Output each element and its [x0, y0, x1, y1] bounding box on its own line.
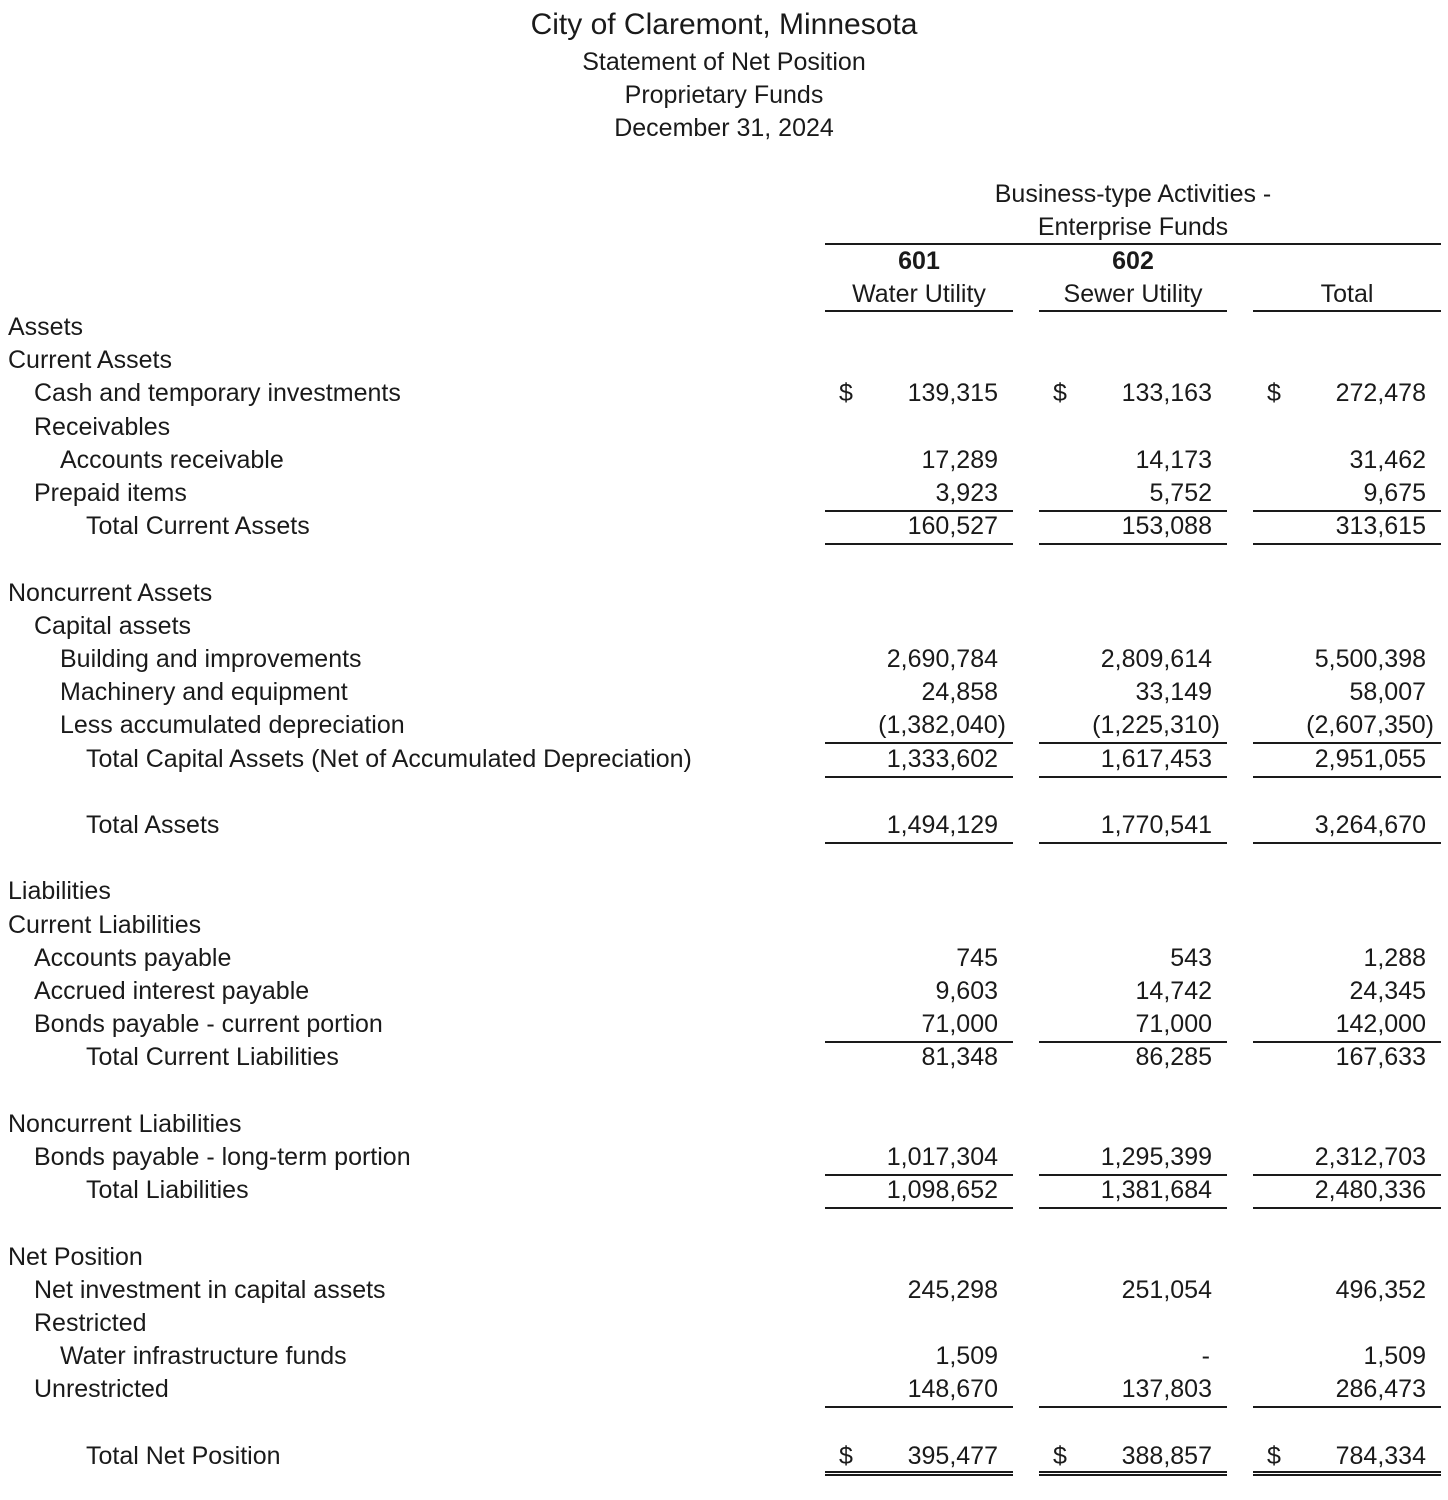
value-sewer-total-liabilities: 1,381,684 — [1100, 1176, 1212, 1205]
value-total-cash-and-temporary-investments: 272,478 — [1335, 379, 1426, 408]
row-label-machinery-and-equipment: Machinery and equipment — [60, 678, 348, 707]
row-label-bonds-payable-current-portion: Bonds payable - current portion — [34, 1010, 383, 1039]
value-water-accrued-interest-payable: 9,603 — [935, 977, 998, 1005]
value-water-cash-and-temporary-investments: 139,315 — [907, 379, 998, 408]
row-label-current-assets: Current Assets — [8, 346, 172, 375]
value-sewer-building-and-improvements: 2,809,614 — [1100, 645, 1212, 673]
row-label-accrued-interest-payable: Accrued interest payable — [34, 977, 310, 1005]
value-sewer-bonds-payable-long-term-portion: 1,295,399 — [1100, 1143, 1212, 1171]
value-sewer-total-net-position: 388,857 — [1121, 1441, 1212, 1470]
row-label-prepaid-items: Prepaid items — [34, 479, 187, 507]
row-label-restricted: Restricted — [34, 1309, 147, 1337]
row-label-noncurrent-assets: Noncurrent Assets — [8, 578, 213, 607]
value-sewer-accounts-payable: 543 — [1170, 943, 1212, 972]
row-label-capital-assets: Capital assets — [34, 611, 192, 640]
underline-total — [1253, 1406, 1441, 1408]
value-total-bonds-payable-current-portion: 142,000 — [1335, 1010, 1426, 1039]
underline-sewer — [1039, 842, 1227, 844]
value-sewer-less-accumulated-depreciation: (1,225,310) — [1092, 711, 1220, 740]
value-total-total-assets: 3,264,670 — [1314, 811, 1426, 839]
underline-sewer — [1039, 776, 1227, 778]
double-underline-water — [825, 1471, 1013, 1476]
underline-sewer — [1039, 543, 1227, 545]
value-water-accounts-receivable: 17,289 — [921, 445, 998, 474]
value-sewer-bonds-payable-current-portion: 71,000 — [1135, 1010, 1212, 1039]
underline-water — [825, 1406, 1013, 1408]
dollar-sign: $ — [1053, 379, 1067, 408]
value-sewer-total-current-assets: 153,088 — [1121, 512, 1212, 541]
fund-type-title: Proprietary Funds — [624, 81, 824, 109]
value-water-bonds-payable-current-portion: 71,000 — [921, 1010, 998, 1039]
statement-title: Statement of Net Position — [582, 48, 866, 76]
column-group-heading-line2: Enterprise Funds — [1037, 213, 1229, 241]
row-label-current-liabilities: Current Liabilities — [8, 910, 202, 939]
row-label-accounts-receivable: Accounts receivable — [60, 445, 284, 474]
dollar-sign: $ — [1267, 1441, 1281, 1470]
column-group-rule — [825, 243, 1441, 245]
underline-total — [1253, 543, 1441, 545]
value-water-building-and-improvements: 2,690,784 — [886, 645, 998, 673]
value-sewer-water-infrastructure-funds: - — [1201, 1342, 1210, 1371]
row-label-bonds-payable-long-term-portion: Bonds payable - long-term portion — [34, 1143, 411, 1171]
value-water-machinery-and-equipment: 24,858 — [921, 678, 998, 707]
dollar-sign: $ — [839, 1441, 853, 1470]
row-label-total-liabilities: Total Liabilities — [86, 1176, 249, 1205]
value-total-water-infrastructure-funds: 1,509 — [1363, 1342, 1426, 1371]
row-label-noncurrent-liabilities: Noncurrent Liabilities — [8, 1109, 242, 1138]
double-underline-total — [1253, 1471, 1441, 1476]
dollar-sign: $ — [1053, 1441, 1067, 1470]
row-label-liabilities: Liabilities — [8, 877, 111, 906]
value-total-bonds-payable-long-term-portion: 2,312,703 — [1314, 1143, 1426, 1171]
value-total-accrued-interest-payable: 24,345 — [1349, 977, 1426, 1005]
value-total-accounts-payable: 1,288 — [1363, 943, 1426, 972]
underline-total — [1253, 776, 1441, 778]
row-label-less-accumulated-depreciation: Less accumulated depreciation — [60, 711, 405, 740]
report-title: City of Claremont, Minnesota — [530, 8, 918, 41]
value-sewer-machinery-and-equipment: 33,149 — [1135, 678, 1212, 707]
underline-water — [825, 1207, 1013, 1209]
underline-total — [1253, 1207, 1441, 1209]
value-water-total-liabilities: 1,098,652 — [886, 1176, 998, 1205]
value-water-total-current-assets: 160,527 — [907, 512, 998, 541]
value-total-building-and-improvements: 5,500,398 — [1314, 645, 1426, 673]
value-total-total-capital-assets-net-of-accumulated-depreciation: 2,951,055 — [1314, 744, 1426, 773]
value-sewer-accrued-interest-payable: 14,742 — [1135, 977, 1212, 1005]
underline-sewer — [1039, 1207, 1227, 1209]
value-sewer-net-investment-in-capital-assets: 251,054 — [1121, 1275, 1212, 1304]
value-water-total-capital-assets-net-of-accumulated-depreciation: 1,333,602 — [886, 744, 998, 773]
row-label-net-investment-in-capital-assets: Net investment in capital assets — [34, 1275, 386, 1304]
value-water-unrestricted: 148,670 — [907, 1375, 998, 1404]
dollar-sign: $ — [1267, 379, 1281, 408]
column-header-water-number: 601 — [898, 247, 940, 275]
value-water-bonds-payable-long-term-portion: 1,017,304 — [886, 1143, 998, 1171]
value-water-accounts-payable: 745 — [956, 943, 998, 972]
value-total-less-accumulated-depreciation: (2,607,350) — [1306, 711, 1434, 740]
row-label-total-capital-assets-net-of-accumulated-depreciation: Total Capital Assets (Net of Accumulated Depreciation) — [86, 744, 692, 773]
value-water-water-infrastructure-funds: 1,509 — [935, 1342, 998, 1371]
row-label-total-current-assets: Total Current Assets — [86, 512, 310, 541]
value-sewer-prepaid-items: 5,752 — [1149, 479, 1212, 507]
value-water-total-current-liabilities: 81,348 — [921, 1043, 998, 1072]
column-header-sewer-number: 602 — [1112, 247, 1154, 275]
value-sewer-total-capital-assets-net-of-accumulated-depreciation: 1,617,453 — [1100, 744, 1212, 773]
row-label-water-infrastructure-funds: Water infrastructure funds — [60, 1342, 347, 1371]
column-header-rule-total — [1253, 310, 1441, 312]
value-total-total-current-liabilities: 167,633 — [1335, 1043, 1426, 1072]
column-header-water-name: Water Utility — [852, 280, 986, 308]
row-label-net-position: Net Position — [8, 1242, 143, 1271]
value-total-total-current-assets: 313,615 — [1335, 512, 1426, 541]
value-water-total-net-position: 395,477 — [907, 1441, 998, 1470]
row-label-total-current-liabilities: Total Current Liabilities — [86, 1043, 339, 1072]
row-label-accounts-payable: Accounts payable — [34, 943, 232, 972]
value-total-unrestricted: 286,473 — [1335, 1375, 1426, 1404]
value-sewer-accounts-receivable: 14,173 — [1135, 445, 1212, 474]
column-header-rule-water — [825, 310, 1013, 312]
underline-water — [825, 776, 1013, 778]
value-sewer-unrestricted: 137,803 — [1121, 1375, 1212, 1404]
dollar-sign: $ — [839, 379, 853, 408]
row-label-assets: Assets — [8, 313, 84, 341]
row-label-total-assets: Total Assets — [86, 811, 220, 839]
row-label-unrestricted: Unrestricted — [34, 1375, 169, 1404]
row-label-building-and-improvements: Building and improvements — [60, 645, 362, 673]
column-header-rule-sewer — [1039, 310, 1227, 312]
value-total-net-investment-in-capital-assets: 496,352 — [1335, 1275, 1426, 1304]
underline-water — [825, 842, 1013, 844]
value-water-prepaid-items: 3,923 — [935, 479, 998, 507]
value-water-less-accumulated-depreciation: (1,382,040) — [878, 711, 1006, 740]
value-water-total-assets: 1,494,129 — [886, 811, 998, 839]
report-date: December 31, 2024 — [614, 114, 834, 142]
underline-water — [825, 543, 1013, 545]
row-label-total-net-position: Total Net Position — [86, 1441, 281, 1470]
value-sewer-total-assets: 1,770,541 — [1100, 811, 1212, 839]
value-total-prepaid-items: 9,675 — [1363, 479, 1426, 507]
column-header-sewer-name: Sewer Utility — [1063, 280, 1203, 308]
value-total-machinery-and-equipment: 58,007 — [1349, 678, 1426, 707]
value-total-total-liabilities: 2,480,336 — [1314, 1176, 1426, 1205]
column-header-total-name: Total — [1320, 280, 1374, 308]
row-label-receivables: Receivables — [34, 412, 171, 441]
double-underline-sewer — [1039, 1471, 1227, 1476]
value-total-total-net-position: 784,334 — [1335, 1441, 1426, 1470]
underline-total — [1253, 842, 1441, 844]
value-total-accounts-receivable: 31,462 — [1349, 445, 1426, 474]
value-sewer-total-current-liabilities: 86,285 — [1135, 1043, 1212, 1072]
value-water-net-investment-in-capital-assets: 245,298 — [907, 1275, 998, 1304]
underline-sewer — [1039, 1406, 1227, 1408]
column-group-heading-line1: Business-type Activities - — [994, 180, 1272, 208]
value-sewer-cash-and-temporary-investments: 133,163 — [1121, 379, 1212, 408]
row-label-cash-and-temporary-investments: Cash and temporary investments — [34, 379, 401, 408]
